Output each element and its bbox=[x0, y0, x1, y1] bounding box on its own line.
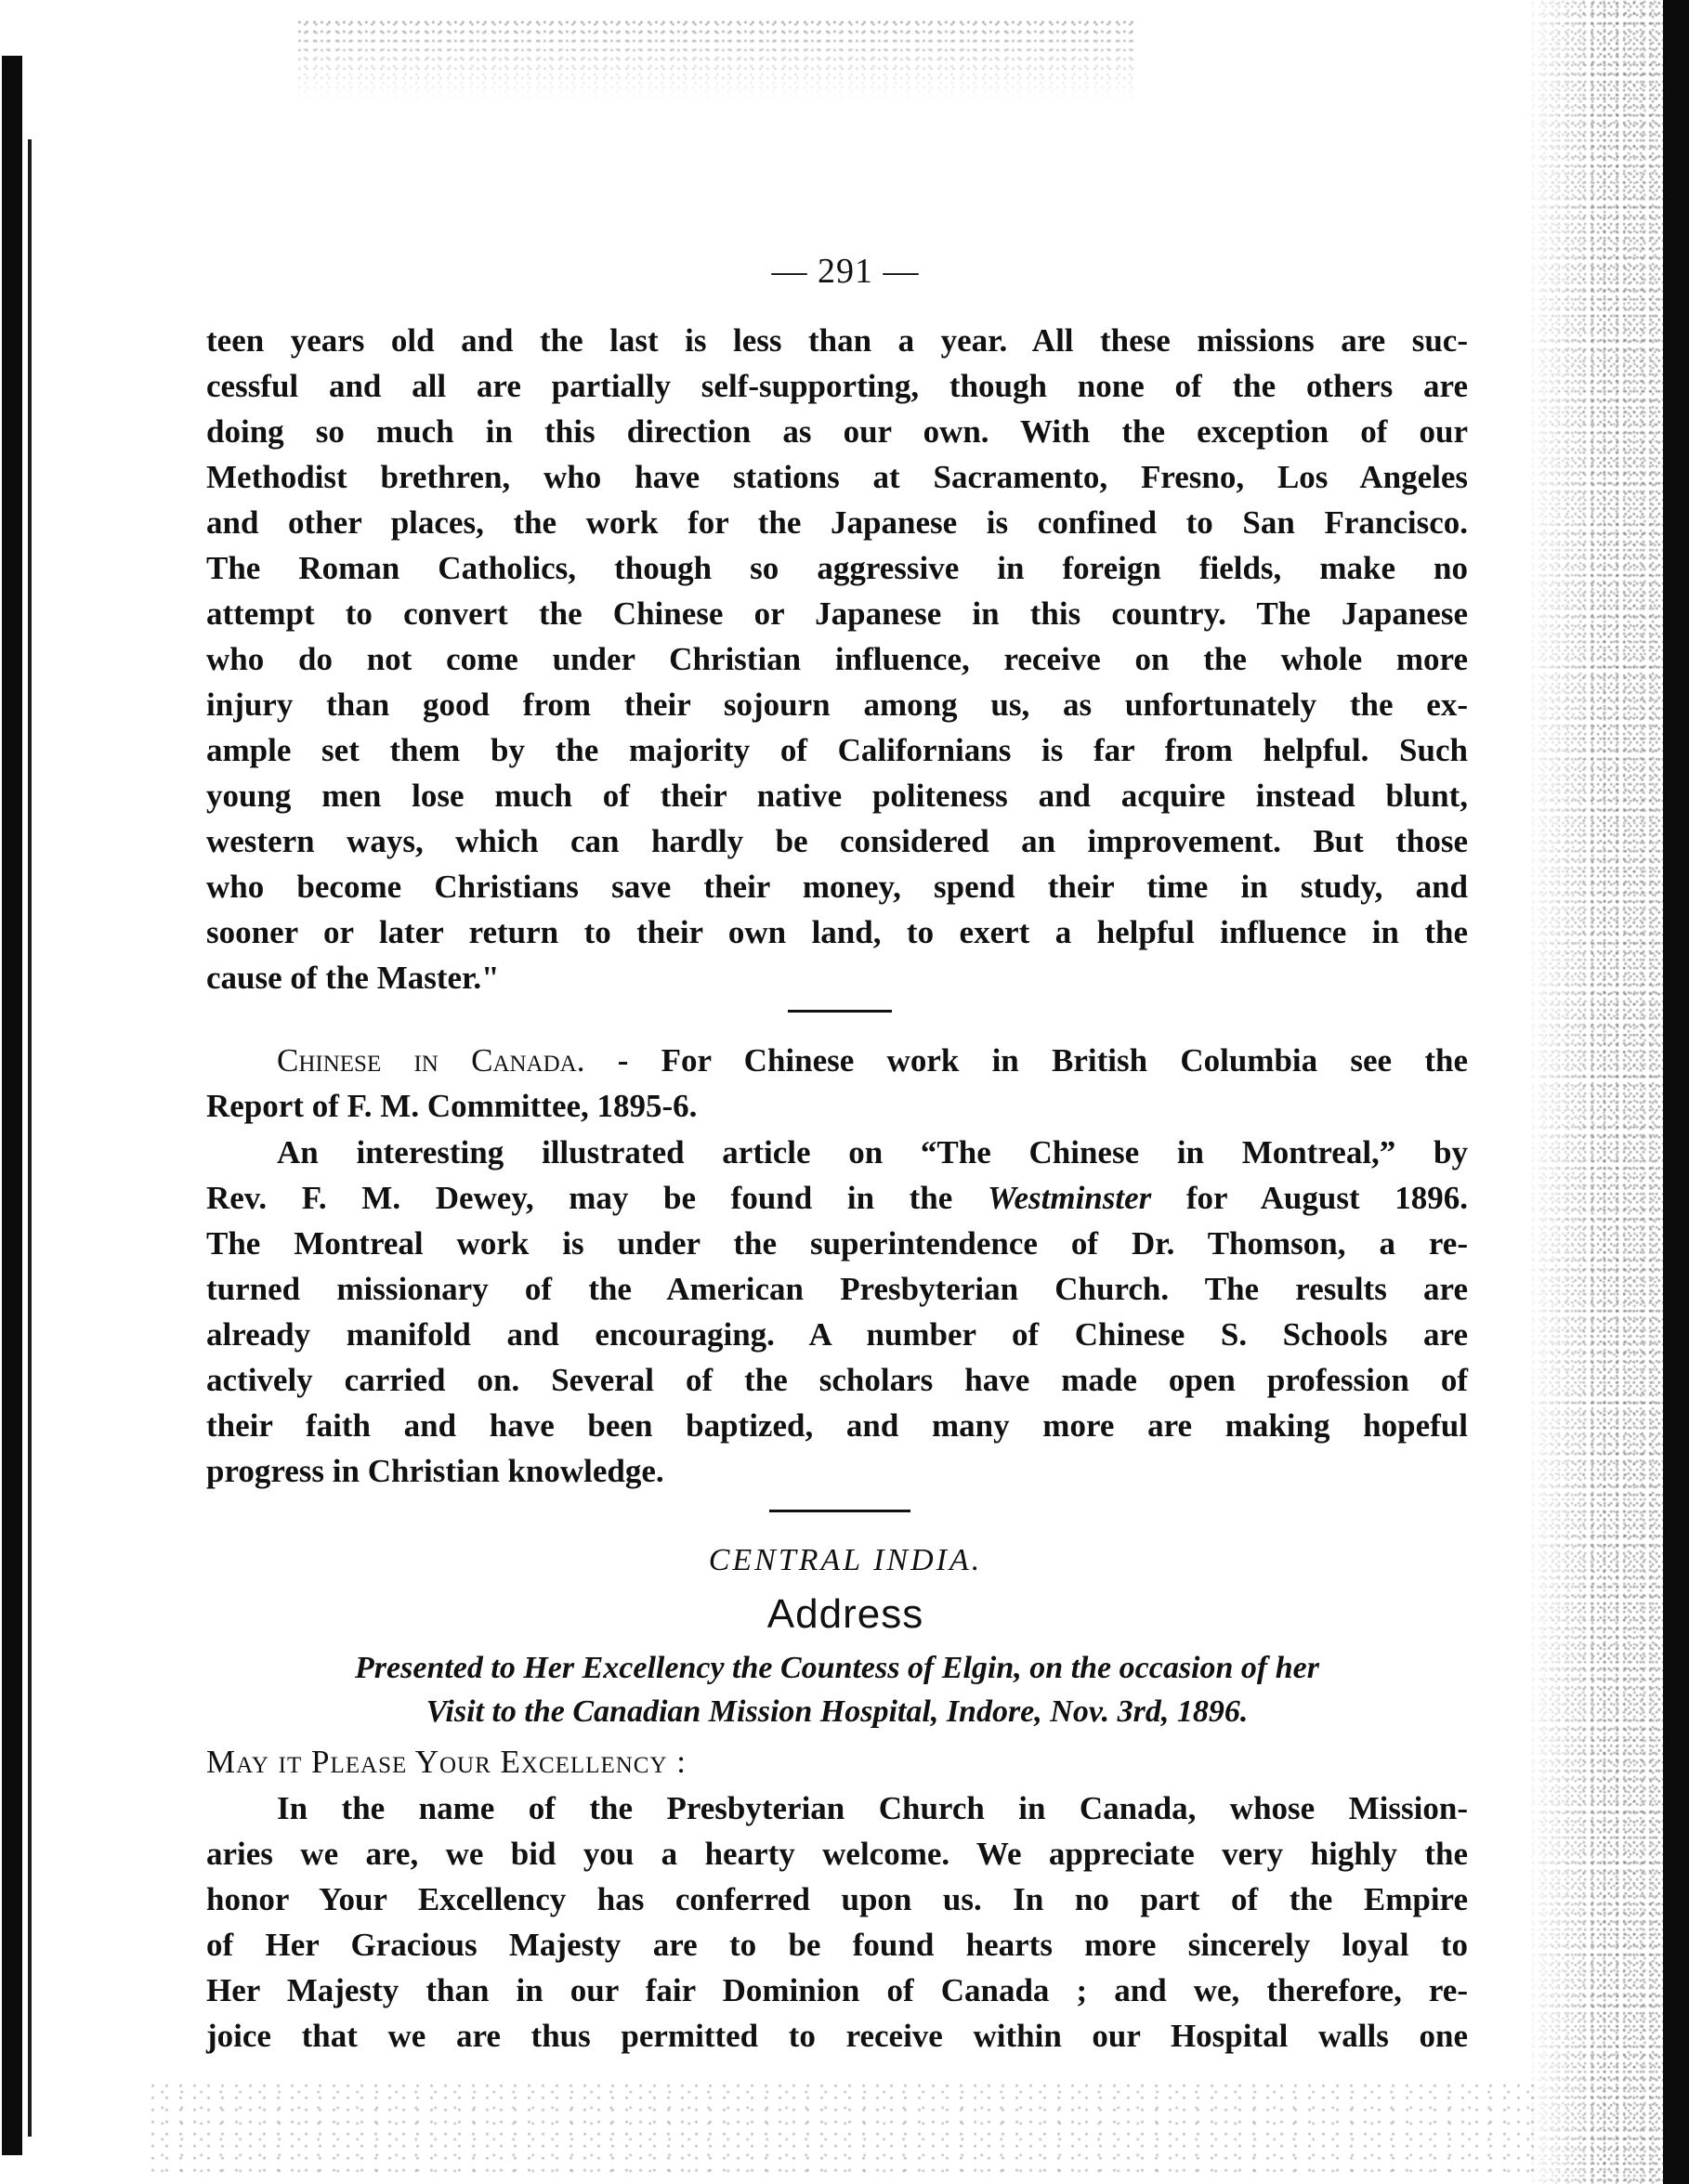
text-line: teen years old and the last is less than a year. All these missions are suc- bbox=[206, 322, 1468, 359]
text-line: young men lose much of their native politeness and acquire instead blunt, bbox=[206, 778, 1468, 814]
text-run: for August 1896. bbox=[1151, 1180, 1468, 1216]
text-line: ample set them by the majority of Californians is far from helpful. Such bbox=[206, 732, 1468, 768]
text-line: Report of F. M. Committee, 1895-6. bbox=[206, 1088, 698, 1124]
text-line: already manifold and encouraging. A number of Chinese S. Schools are bbox=[206, 1316, 1468, 1353]
page-number: — 291 — bbox=[771, 252, 920, 291]
text-line bbox=[206, 1175, 1468, 1221]
text-line: In the name of the Presbyterian Church in Canada, whose Mission- bbox=[277, 1790, 1468, 1826]
text-line: aries we are, we bid you a hearty welcome. We appreciate very highly the bbox=[206, 1836, 1468, 1872]
left-page-edge bbox=[28, 139, 32, 2137]
text-line: cause of the Master." bbox=[206, 960, 500, 996]
text-line: who become Christians save their money, spend their time in study, and bbox=[206, 869, 1468, 905]
text-line: attempt to convert the Chinese or Japanese in this country. The Japanese bbox=[206, 595, 1468, 632]
text-line: progress in Christian knowledge. bbox=[206, 1453, 664, 1489]
scan-noise-bottom bbox=[149, 2081, 1542, 2174]
text-line: and other places, the work for the Japanese is confined to San Francisco. bbox=[206, 504, 1468, 541]
text-run: - For Chinese work in British Columbia see the bbox=[584, 1042, 1468, 1079]
text-line: who do not come under Christian influence, receive on the whole more bbox=[206, 641, 1468, 677]
continuation-paragraph bbox=[206, 318, 1468, 1000]
address-paragraph bbox=[206, 1785, 1468, 2059]
text-line: western ways, which can hardly be considered an improvement. But those bbox=[206, 823, 1468, 859]
address-subtitle bbox=[206, 1646, 1468, 1733]
text-line: doing so much in this direction as our own. With the exception of our bbox=[206, 413, 1468, 450]
subtitle-line: Presented to Her Excellency the Countess of Elgin, on the occasion of her bbox=[355, 1651, 1319, 1685]
text-line: their faith and have been baptized, and many more are making hopeful bbox=[206, 1407, 1468, 1444]
section-heading: CENTRAL INDIA. bbox=[708, 1543, 983, 1577]
text-line: turned missionary of the American Presbyterian Church. The results are bbox=[206, 1271, 1468, 1307]
text-line: of Her Gracious Majesty are to be found hearts more sincerely loyal to bbox=[206, 1927, 1468, 1963]
text-line: honor Your Excellency has conferred upon us. In no part of the Empire bbox=[206, 1881, 1468, 1917]
text-line: The Roman Catholics, though so aggressive in foreign fields, make no bbox=[206, 550, 1468, 586]
text-line: The Montreal work is under the superintendence of Dr. Thomson, a re- bbox=[206, 1225, 1468, 1262]
section-divider bbox=[769, 1510, 910, 1512]
subtitle-line: Visit to the Canadian Mission Hospital, Indore, Nov. 3rd, 1896. bbox=[426, 1694, 1249, 1729]
text-run: Rev. F. M. Dewey, may be found in the bbox=[206, 1180, 988, 1216]
montreal-paragraph bbox=[206, 1130, 1468, 1494]
right-binding-edge bbox=[1663, 0, 1689, 2184]
text-line: An interesting illustrated article on “The Chinese in Montreal,” by bbox=[277, 1134, 1468, 1170]
publication-title: Westminster bbox=[987, 1180, 1152, 1216]
text-line: injury than good from their sojourn among us, as unfortunately the ex- bbox=[206, 687, 1468, 723]
run-in-heading: Chinese in Canada. bbox=[277, 1042, 585, 1079]
scan-noise-right bbox=[1524, 0, 1663, 2184]
text-line: cessful and all are partially self-supporting, though none of the others are bbox=[206, 368, 1468, 404]
text-line: Methodist brethren, who have stations at Sacramento, Fresno, Los Angeles bbox=[206, 459, 1468, 495]
text-line: Her Majesty than in our fair Dominion of Canada ; and we, therefore, re- bbox=[206, 1972, 1468, 2008]
text-line: sooner or later return to their own land, to exert a helpful influence in the bbox=[206, 914, 1468, 950]
text-line: joice that we are thus permitted to receive within our Hospital walls one bbox=[206, 2018, 1468, 2054]
salutation: May it Please Your Excellency : bbox=[206, 1744, 687, 1780]
text-line: actively carried on. Several of the scholars have made open profession of bbox=[206, 1362, 1468, 1398]
chinese-in-canada-paragraph bbox=[206, 1038, 1468, 1129]
address-title: Address bbox=[766, 1591, 924, 1637]
text-line bbox=[206, 1038, 1468, 1083]
section-divider bbox=[788, 1010, 892, 1013]
left-binding-edge bbox=[2, 56, 22, 2155]
scan-noise-top bbox=[297, 19, 1133, 102]
